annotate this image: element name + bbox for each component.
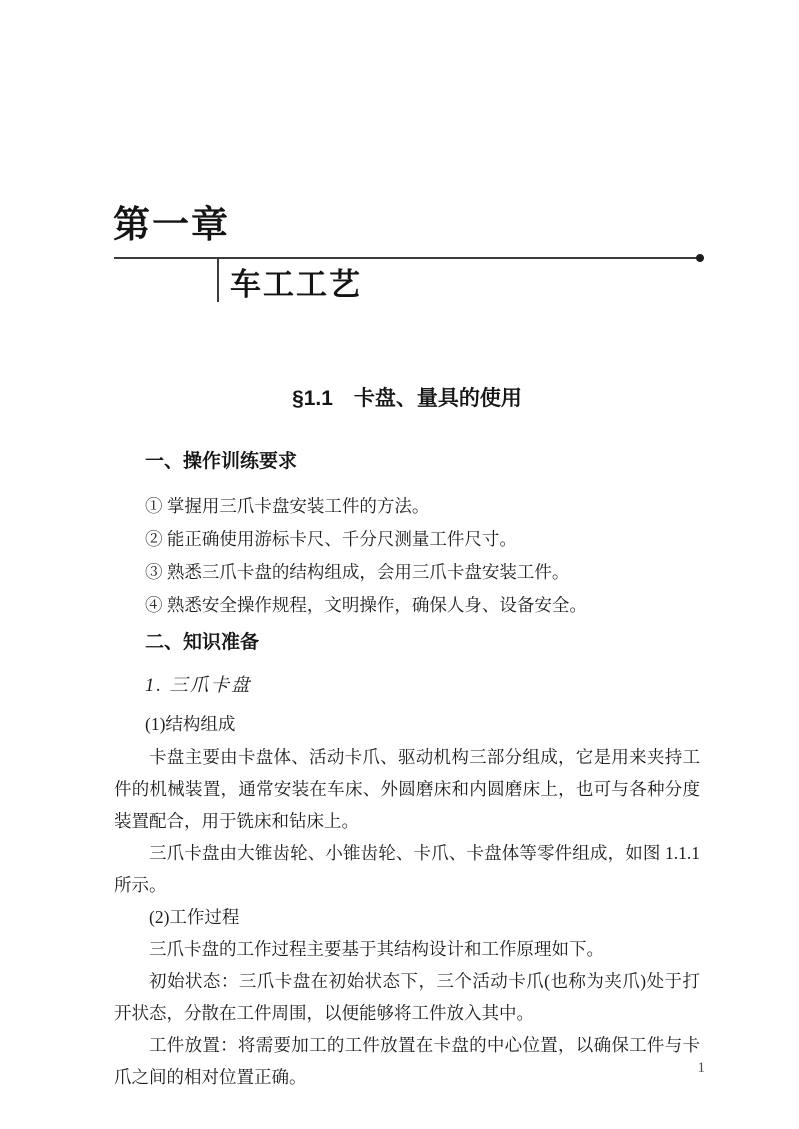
- paragraph-process-intro: 三爪卡盘的工作过程主要基于其结构设计和工作原理如下。: [149, 939, 604, 960]
- objective-item-3: ③ 熟悉三爪卡盘的结构组成，会用三爪卡盘安装工件。: [145, 562, 570, 583]
- structure-subheading: (1)结构组成: [145, 714, 236, 735]
- objective-item-1: ① 掌握用三爪卡盘安装工件的方法。: [145, 496, 430, 517]
- objectives-list: [145, 490, 701, 622]
- paragraph-chuck-components: 三爪卡盘由大锥齿轮、小锥齿轮、卡爪、卡盘体等零件组成，如图 1.1.1 所示。: [114, 843, 700, 896]
- section-title: §1.1 卡盘、量具的使用: [292, 387, 522, 411]
- knowledge-preparation-heading: 二、知识准备: [145, 632, 260, 654]
- body-text: [114, 741, 700, 1093]
- paragraph-initial-state: 初始状态：三爪卡盘在初始状态下，三个活动卡爪(也称为夹爪)处于打开状态，分散在工件周围，以便能够将工件放入其中。: [114, 971, 700, 1024]
- paragraph-workpiece-placement: 工件放置：将需要加工的工件放置在卡盘的中心位置，以确保工件与卡爪之间的相对位置正确。: [114, 1035, 700, 1088]
- training-requirements-heading: 一、操作训练要求: [145, 451, 298, 473]
- chapter-rule: [114, 257, 700, 259]
- topic-heading-three-jaw-chuck: 1. 三爪卡盘: [145, 676, 252, 697]
- process-subheading: (2)工作过程: [149, 907, 240, 928]
- page-number: 1: [697, 1060, 705, 1076]
- chapter-label: 第一章: [113, 204, 230, 245]
- objective-item-2: ② 能正确使用游标卡尺、千分尺测量工件尺寸。: [145, 529, 517, 550]
- chapter-title-box: [217, 259, 799, 302]
- chapter-title: 车工工艺: [230, 267, 362, 303]
- objective-item-4: ④ 熟悉安全操作规程，文明操作，确保人身、设备安全。: [145, 595, 587, 616]
- paragraph-chuck-structure: 卡盘主要由卡盘体、活动卡爪、驱动机构三部分组成，它是用来夹持工件的机械装置，通常安装在车床、外圆磨床和内圆磨床上，也可与各种分度装置配合，用于铣床和钻床上。: [114, 747, 700, 832]
